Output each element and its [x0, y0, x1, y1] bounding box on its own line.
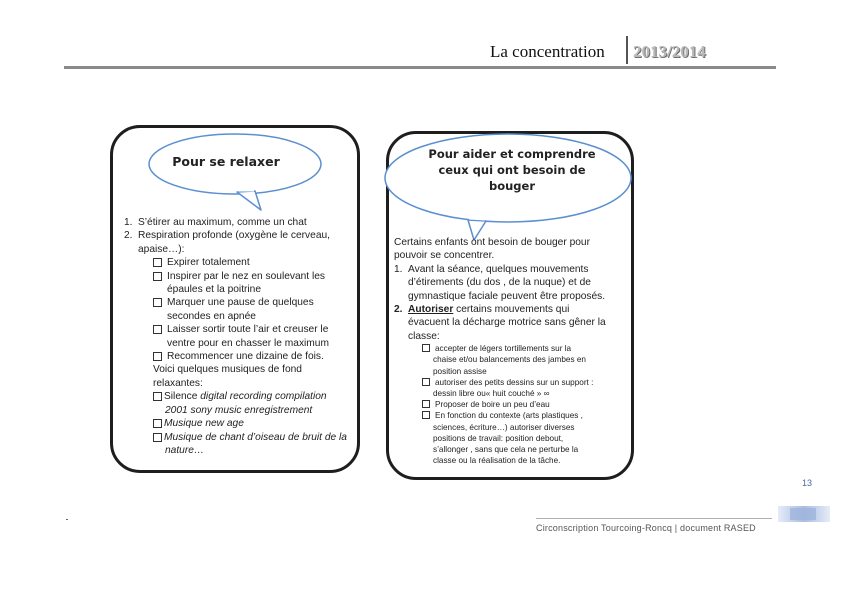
- checkbox-item-continued: positions de travail: position debout,: [433, 433, 564, 443]
- music-item: Silence digital recording compilation: [153, 390, 356, 403]
- relax-content: [124, 216, 356, 457]
- relax-bubble-title: Pour se relaxer: [172, 154, 280, 169]
- checkbox-item-continued: dessin libre ou« huit couché » ∞: [433, 389, 550, 399]
- checkbox-item-continued: position assise: [433, 366, 487, 376]
- music-item-continued: nature…: [165, 444, 205, 456]
- school-year: 2013/2014: [633, 42, 706, 61]
- music-intro: Voici quelques musiques de fond: [153, 364, 302, 376]
- relax-speech-bubble: [145, 128, 330, 212]
- list-item: 2. Respiration profonde (oxygène le cerveau,: [124, 230, 330, 242]
- page-number: 13: [802, 478, 813, 488]
- checkbox-icon: [153, 433, 162, 442]
- checkbox-icon: [153, 298, 162, 307]
- music-intro: relaxantes:: [153, 377, 203, 389]
- margin-mark: [66, 519, 68, 520]
- list-item: 2. Autoriser certains mouvements qui: [394, 304, 570, 316]
- checkbox-icon: [422, 411, 430, 419]
- footer-decoration: [776, 504, 832, 524]
- checkbox-icon: [153, 352, 162, 361]
- checkbox-item: En fonction du contexte (arts plastiques ,: [422, 410, 624, 421]
- checkbox-icon: [422, 344, 430, 352]
- checkbox-icon: [422, 400, 430, 408]
- checkbox-icon: [153, 419, 162, 428]
- checkbox-item-continued: chaise et/ou balancements des jambes en: [433, 355, 586, 365]
- checkbox-item: Marquer une pause de quelques: [153, 296, 356, 309]
- checkbox-item: Laisser sortir toute l’air et creuser le: [153, 323, 356, 336]
- checkbox-item-continued: classe ou la réalisation de la tâche.: [433, 456, 561, 466]
- list-item-continued: gymnastique faciale peuvent être proposés.: [408, 290, 606, 302]
- checkbox-item-continued: ventre pour en chasser le maximum: [167, 337, 329, 349]
- checkbox-icon: [153, 258, 162, 267]
- checkbox-item: Recommencer une dizaine de fois.: [153, 350, 356, 363]
- header-rule: [64, 66, 776, 69]
- list-item-continued: d’étirements (du dos , de la nuque) et de: [408, 277, 591, 289]
- checkbox-icon: [153, 325, 162, 334]
- checkbox-item-continued: épaules et la poitrine: [167, 284, 262, 296]
- list-item-continued: classe:: [408, 330, 440, 342]
- intro-text: Certains enfants ont besoin de bouger pour: [394, 237, 590, 248]
- music-item-continued: 2001 sony music enregistrement: [165, 404, 313, 416]
- music-item: Musique new age: [153, 417, 356, 430]
- list-item: 1. Avant la séance, quelques mouvements: [394, 263, 589, 275]
- list-item: 1. S’étirer au maximum, comme un chat: [124, 217, 307, 228]
- checkbox-icon: [153, 272, 162, 281]
- list-item-continued: apaise…):: [138, 243, 185, 255]
- list-item-continued: évacuent la décharge motrice sans gêner la: [408, 317, 606, 329]
- checkbox-item: Proposer de boire un peu d’eau: [422, 399, 624, 410]
- checkbox-icon: [422, 378, 430, 386]
- checkbox-item-continued: sciences, écriture…) autoriser diverses: [433, 422, 575, 432]
- document-title: La concentration: [490, 42, 605, 61]
- checkbox-item: Inspirer par le nez en soulevant les: [153, 270, 356, 283]
- checkbox-item: autoriser des petits dessins sur un support :: [422, 377, 624, 388]
- checkbox-item-continued: s’allonger , sans que cela ne perturbe la: [433, 445, 579, 455]
- header-separator: [626, 36, 628, 64]
- checkbox-item: Expirer totalement: [153, 256, 356, 269]
- music-item: Musique de chant d’oiseau de bruit de la: [153, 431, 356, 444]
- movement-content: [394, 236, 624, 466]
- movement-bubble-title: Pour aider et comprendre ceux qui ont besoin de bouger: [428, 147, 596, 193]
- checkbox-icon: [153, 392, 162, 401]
- intro-text: pouvoir se concentrer.: [394, 250, 495, 262]
- footer-text: Circonscription Tourcoing-Roncq | document RASED: [536, 523, 756, 533]
- checkbox-item-continued: secondes en apnée: [167, 310, 256, 322]
- footer-rule: [536, 518, 772, 519]
- checkbox-item: accepter de légers tortillements sur la: [422, 343, 624, 354]
